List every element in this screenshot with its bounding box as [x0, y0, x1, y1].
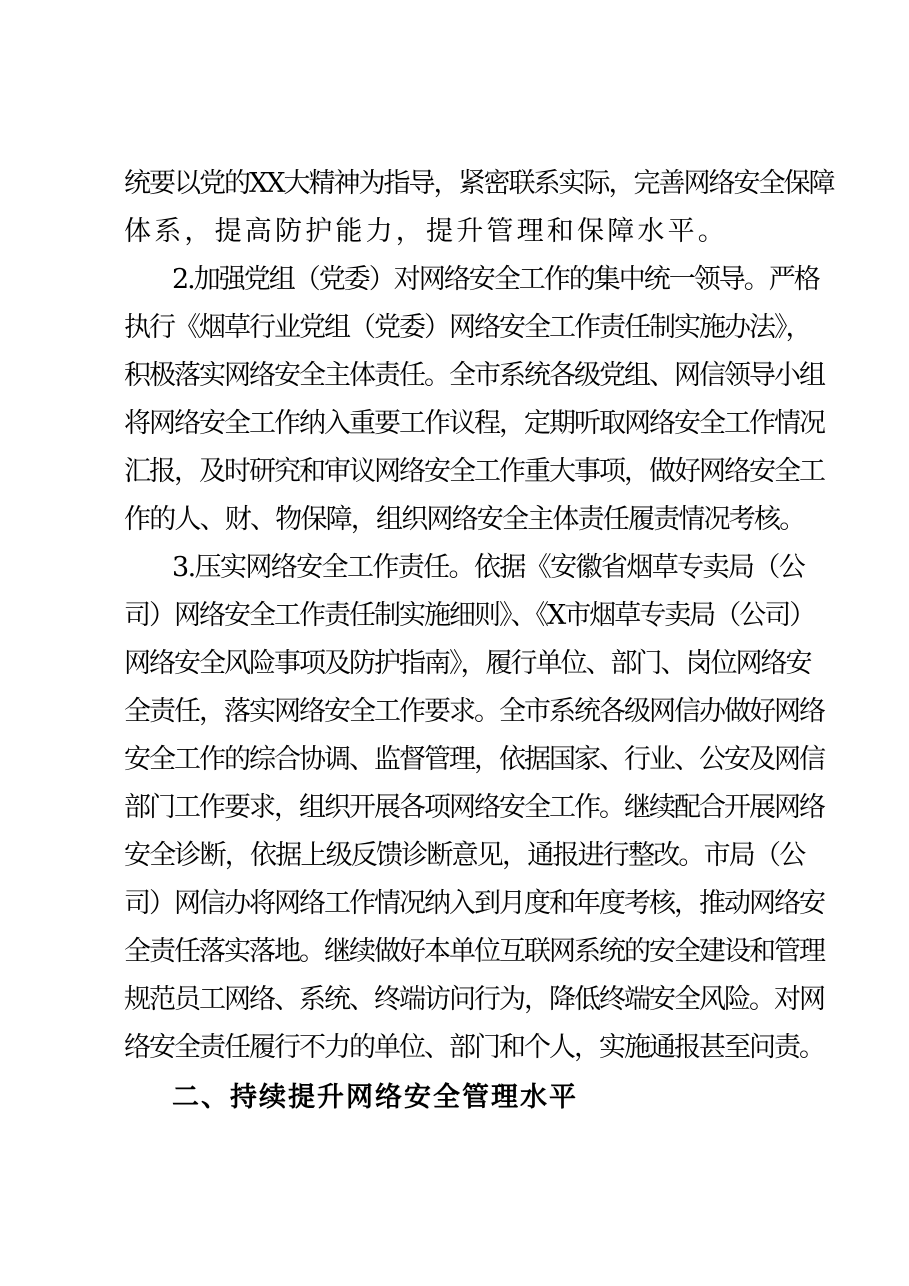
paragraph-1-line-2: 体系，提高防护能力，提升管理和保障水平。: [124, 216, 728, 247]
paragraph-2-line-6: 作的人、财、物保障，组织网络安全主体责任履责情况考核。: [124, 504, 805, 535]
paragraph-3-line-10: 规范员工网络、系统、终端访问行为，降低终端安全风险。对网: [124, 984, 824, 1015]
paragraph-3-line-4: 全责任，落实网络安全工作要求。全市系统各级网信办做好网络: [124, 696, 824, 727]
paragraph-3-line-8: 司）网信办将网络工作情况纳入到月度和年度考核，推动网络安: [124, 888, 824, 919]
paragraph-2-line-1: 2.加强党组（党委）对网络安全工作的集中统一领导。严格: [172, 264, 819, 295]
paragraph-3-line-3: 网络安全风险事项及防护指南》，履行单位、部门、岗位网络安: [124, 648, 811, 679]
paragraph-2-line-3: 积极落实网络安全主体责任。全市系统各级党组、网信领导小组: [124, 360, 824, 391]
paragraph-3-line-11: 络安全责任履行不力的单位、部门和个人，实施通报甚至问责。: [124, 1032, 824, 1063]
paragraph-2-line-4: 将网络安全工作纳入重要工作议程，定期听取网络安全工作情况: [124, 408, 824, 439]
paragraph-3-line-5: 安全工作的综合协调、监督管理，依据国家、行业、公安及网信: [124, 744, 824, 775]
paragraph-3-line-6: 部门工作要求，组织开展各项网络安全工作。继续配合开展网络: [124, 792, 824, 823]
paragraph-3-line-2: 司）网络安全工作责任制实施细则》、《X市烟草专卖局（公司）: [124, 600, 815, 631]
paragraph-2-line-2: 执行《烟草行业党组（党委）网络安全工作责任制实施办法》，: [124, 312, 811, 343]
paragraph-2-line-5: 汇报，及时研究和审议网络安全工作重大事项，做好网络安全工: [124, 456, 824, 487]
paragraph-1-line-1: 统要以党的XX大精神为指导，紧密联系实际，完善网络安全保障: [124, 168, 834, 199]
paragraph-3-line-9: 全责任落实落地。继续做好本单位互联网系统的安全建设和管理: [124, 936, 824, 967]
section-heading: 二、持续提升网络安全管理水平: [172, 1082, 578, 1113]
paragraph-3-line-1: 3.压实网络安全工作责任。依据《安徽省烟草专卖局（公: [172, 552, 805, 583]
paragraph-3-line-7: 安全诊断，依据上级反馈诊断意见，通报进行整改。市局（公: [124, 840, 805, 871]
